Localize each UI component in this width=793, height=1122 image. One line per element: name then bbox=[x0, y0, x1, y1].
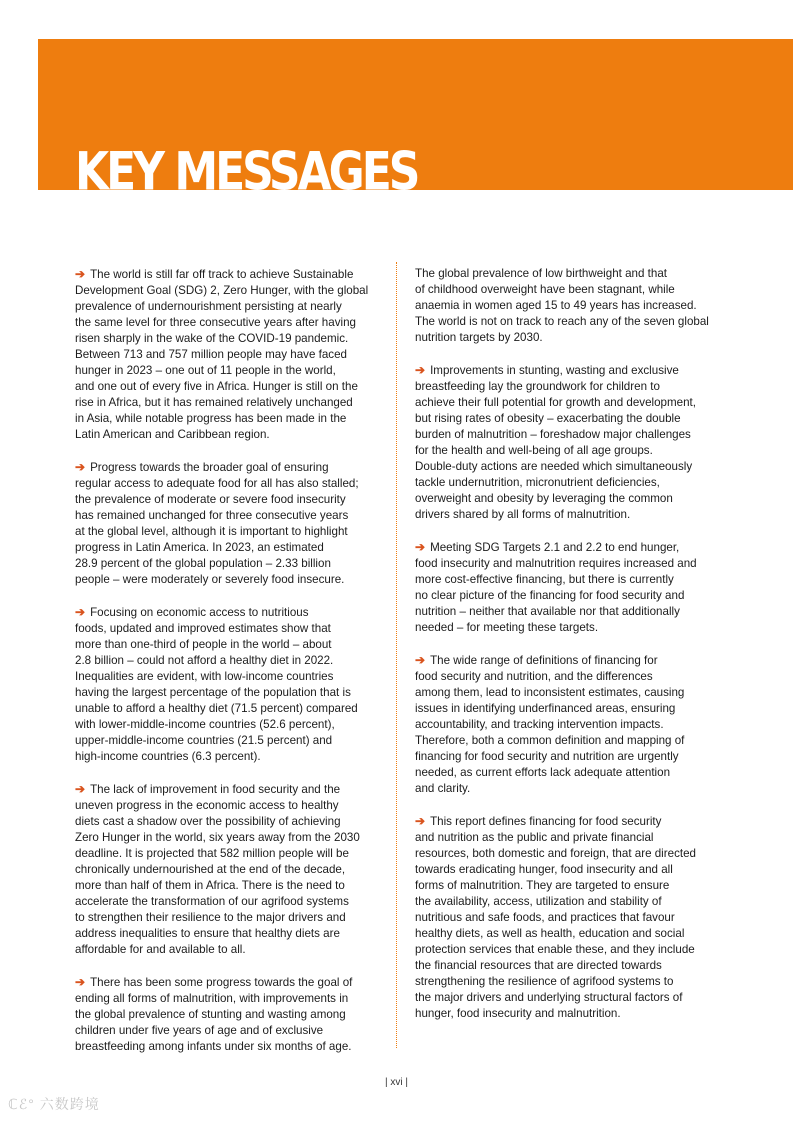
arrow-right-icon: ➔ bbox=[415, 540, 426, 554]
paragraph-text: There has been some progress towards the goal of ending all forms of malnutrition, with improvements in the global prevalence of stunting and wasting among children under five years of age and of exclusive breastfeeding among infants under six months of age. bbox=[75, 976, 353, 1053]
arrow-right-icon: ➔ bbox=[415, 363, 426, 377]
arrow-right-icon: ➔ bbox=[75, 782, 86, 796]
page-number: | xvi | bbox=[385, 1077, 408, 1088]
paragraph bbox=[75, 781, 376, 958]
paragraph bbox=[75, 459, 376, 588]
paragraph-text: The global prevalence of low birthweight and that of childhood overweight have been stagnant, while anaemia in women aged 15 to 49 years has increased. The world is not on track to reach any of the seven global nutrition targets by 2030. bbox=[415, 267, 709, 344]
paragraph-text: This report defines financing for food security and nutrition as the public and private financial resources, both domestic and foreign, that are directed towards eradicating hunger, food insecurity and all forms of malnutrition. They are targeted to ensure the availability, access, utilization and stability of nutritious and safe foods, and practices that favour healthy diets, as well as health, education and social protection services that enable these, and they include the financial resources that are directed towards strengthening the resilience of agrifood systems to the major drivers and underlying structural factors of hunger, food insecurity and malnutrition. bbox=[415, 815, 696, 1020]
paragraph-text: Meeting SDG Targets 2.1 and 2.2 to end hunger, food insecurity and malnutrition requires increased and more cost-effective financing, but there is currently no clear picture of the financing for food security and nutrition – neither that available nor that additionally needed – for meeting these targets. bbox=[415, 541, 697, 634]
arrow-right-icon: ➔ bbox=[75, 267, 86, 281]
arrow-right-icon: ➔ bbox=[75, 460, 86, 474]
right-column bbox=[415, 266, 722, 1038]
paragraph bbox=[75, 266, 376, 443]
arrow-right-icon: ➔ bbox=[415, 653, 426, 667]
paragraph-text: Focusing on economic access to nutritious foods, updated and improved estimates show that more than one-third of people in the world – about 2.8 billion – could not afford a healthy diet in 2022. Inequalities are evident, with low-income countries having the largest percentage of the population that is unable to afford a healthy diet (71.5 percent) compared with lower-middle-income countries (52.6 percent), upper-middle-income countries (21.5 percent) and high-income countries (6.3 percent). bbox=[75, 606, 358, 763]
paragraph bbox=[415, 539, 722, 636]
arrow-right-icon: ➔ bbox=[75, 975, 86, 989]
paragraph bbox=[415, 266, 722, 346]
watermark: ℂℰ° 六数跨境 bbox=[8, 1096, 100, 1112]
paragraph bbox=[75, 974, 376, 1055]
paragraph bbox=[75, 604, 376, 765]
left-column bbox=[75, 266, 376, 1071]
column-divider bbox=[396, 262, 397, 1048]
paragraph-text: The world is still far off track to achieve Sustainable Development Goal (SDG) 2, Zero Hunger, with the global prevalence of undernourishment persisting at nearly the same level for three consecutive years after having risen sharply in the wake of the COVID-19 pandemic. Between 713 and 757 million people may have faced hunger in 2023 – one out of 11 people in the world, and one out of every five in Africa. Hunger is still on the rise in Africa, but it has remained relatively unchanged in Asia, while notable progress has been made in the Latin American and Caribbean region. bbox=[75, 268, 369, 441]
paragraph-text: Progress towards the broader goal of ensuring regular access to adequate food for all has also stalled; the prevalence of moderate or severe food insecurity has remained unchanged for three consecutive years at the global level, although it is important to highlight progress in Latin America. In 2023, an estimated 28.9 percent of the global population – 2.33 billion people – were moderately or severely food insecure. bbox=[75, 461, 359, 586]
paragraph bbox=[415, 652, 722, 797]
paragraph-text: The lack of improvement in food security and the uneven progress in the economic access to healthy diets cast a shadow over the possibility of achieving Zero Hunger in the world, six years away from the 2030 deadline. It is projected that 582 million people will be chronically undernourished at the end of the decade, more than half of them in Africa. There is the need to accelerate the transformation of our agrifood systems to strengthen their resilience to the major drivers and address inequalities to ensure that healthy diets are affordable for and available to all. bbox=[75, 783, 360, 956]
page-title: KEY MESSAGES bbox=[75, 141, 418, 190]
header-banner bbox=[38, 39, 793, 190]
arrow-right-icon: ➔ bbox=[415, 814, 426, 828]
paragraph bbox=[415, 813, 722, 1022]
paragraph-text: Improvements in stunting, wasting and exclusive breastfeeding lay the groundwork for children to achieve their full potential for growth and development, but rising rates of obesity – exacerbating the double burden of malnutrition – foreshadow major challenges for the health and well-being of all age groups. Double-duty actions are needed which simultaneously tackle undernutrition, micronutrient deficiencies, overweight and obesity by leveraging the common drivers shared by all forms of malnutrition. bbox=[415, 364, 696, 521]
paragraph-text: The wide range of definitions of financing for food security and nutrition, and the differences among them, lead to inconsistent estimates, causing issues in identifying underfinanced areas, ensuring accountability, and tracking intervention impacts. Therefore, both a common definition and mapping of financing for food security and nutrition are urgently needed, as current efforts lack adequate attention and clarity. bbox=[415, 654, 685, 795]
paragraph bbox=[415, 362, 722, 523]
arrow-right-icon: ➔ bbox=[75, 605, 86, 619]
